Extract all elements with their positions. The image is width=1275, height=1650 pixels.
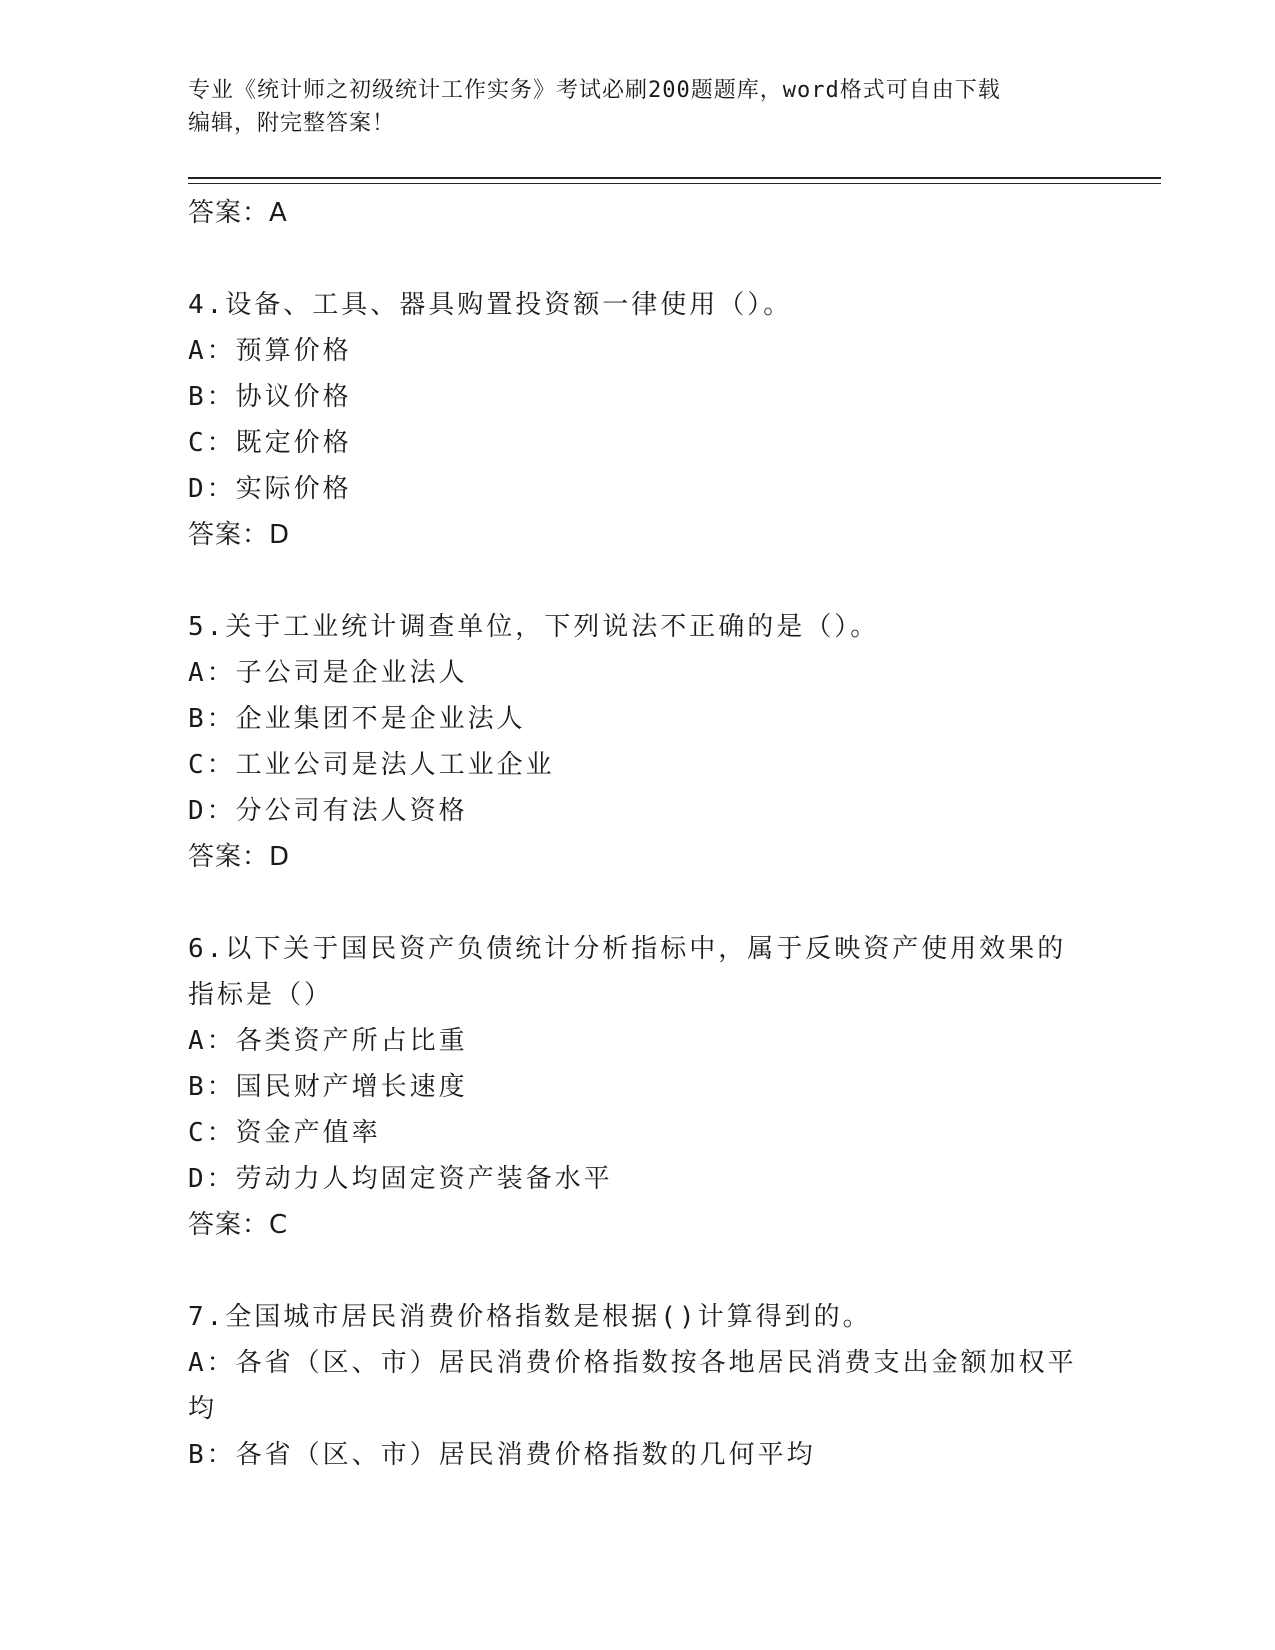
answer-line: 答案：D [188,520,291,550]
question-item [188,926,1088,1248]
option-c: C：工业公司是法人工业企业 [188,750,555,780]
header-divider-thick [188,177,1161,179]
question-item [188,282,1088,558]
option-b: B：协议价格 [188,382,352,412]
option-a: A：各类资产所占比重 [188,1026,468,1056]
option-b: B：企业集团不是企业法人 [188,704,526,734]
spacer [188,880,1088,926]
option-a-line-1: A：各省（区、市）居民消费价格指数按各地居民消费支出金额加权平 [188,1348,1077,1378]
question-stem-line-2: 指标是（） [188,980,334,1010]
option-c: C：资金产值率 [188,1118,381,1148]
answer-line: 答案：C [188,1210,289,1240]
header-line-1: 专业《统计师之初级统计工作实务》考试必刷200题题库，word格式可自由下载 [188,78,1001,103]
option-a: A：预算价格 [188,336,352,366]
option-b: B：国民财产增长速度 [188,1072,468,1102]
option-d: D：实际价格 [188,474,352,504]
spacer [188,1248,1088,1294]
question-stem: 7.全国城市居民消费价格指数是根据()计算得到的。 [188,1302,872,1332]
question-item [188,1294,1088,1478]
answer-line: 答案：D [188,842,291,872]
option-d: D：分公司有法人资格 [188,796,468,826]
header-line-2: 编辑，附完整答案！ [188,111,396,136]
spacer [188,236,1088,282]
option-c: C：既定价格 [188,428,352,458]
header-divider-thin [188,183,1161,184]
answer-line: 答案：A [188,198,288,228]
option-a-line-2: 均 [188,1394,218,1424]
option-b: B：各省（区、市）居民消费价格指数的几何平均 [188,1440,816,1470]
option-d: D：劳动力人均固定资产装备水平 [188,1164,613,1194]
spacer [188,558,1088,604]
question-stem-line-1: 6.以下关于国民资产负债统计分析指标中，属于反映资产使用效果的 [188,934,1067,964]
question-list [188,190,1088,1478]
question-stem: 4.设备、工具、器具购置投资额一律使用（）。 [188,290,793,320]
question-item [188,604,1088,880]
option-a: A：子公司是企业法人 [188,658,468,688]
question-stem: 5.关于工业统计调查单位，下列说法不正确的是（）。 [188,612,880,642]
document-header [188,74,1088,140]
